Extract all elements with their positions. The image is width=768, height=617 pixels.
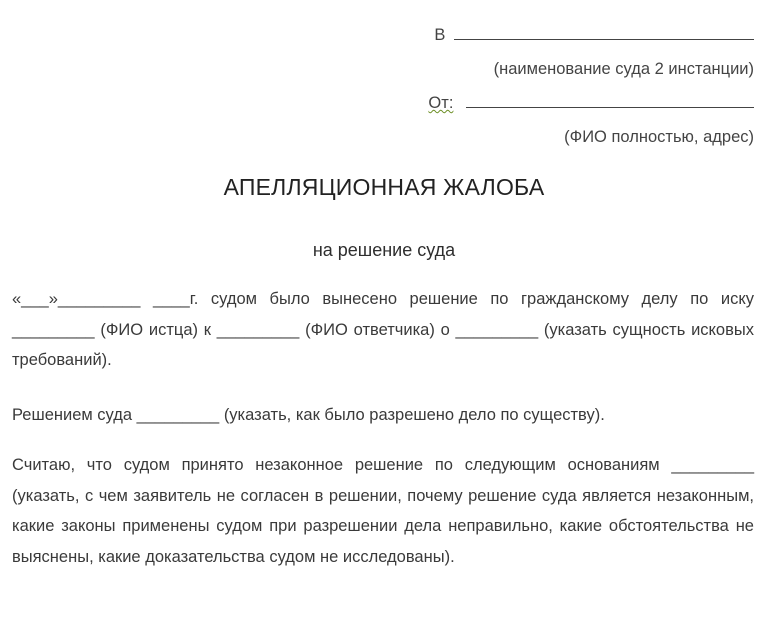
addressee-blank [454,38,754,40]
addressee-line [434,26,754,45]
sender-caption: (ФИО полностью, адрес) [564,128,754,146]
sender-label: От: [428,94,454,112]
addressee-label: В [434,26,446,44]
document-title: АПЕЛЛЯЦИОННАЯ ЖАЛОБА [223,174,545,200]
sender-line [428,94,754,113]
document-subtitle: на решение суда [312,240,456,260]
addressee-caption: (наименование суда 2 инстанции) [493,60,754,78]
sender-blank [466,106,754,108]
paragraph-grounds: Считаю, что судом принято незаконное решение по следующим основаниям _________ (указать, с чем заявитель не согласен в решении, почему решение суда является незаконным, какие законы применены судом при разрешении дела неправильно, какие обстоятельства не выяснены, какие доказательства судом не исследованы). [12,456,754,566]
paragraph-court-decision: Решением суда _________ (указать, как было разрешено дело по существу). [12,406,605,424]
paragraph-decision-date: «___»_________ ____г. судом было вынесено решение по гражданскому делу по иску _________ (ФИО истца) к _________ (ФИО ответчика) о _________ (указать сущность исковых требований). [12,290,754,369]
